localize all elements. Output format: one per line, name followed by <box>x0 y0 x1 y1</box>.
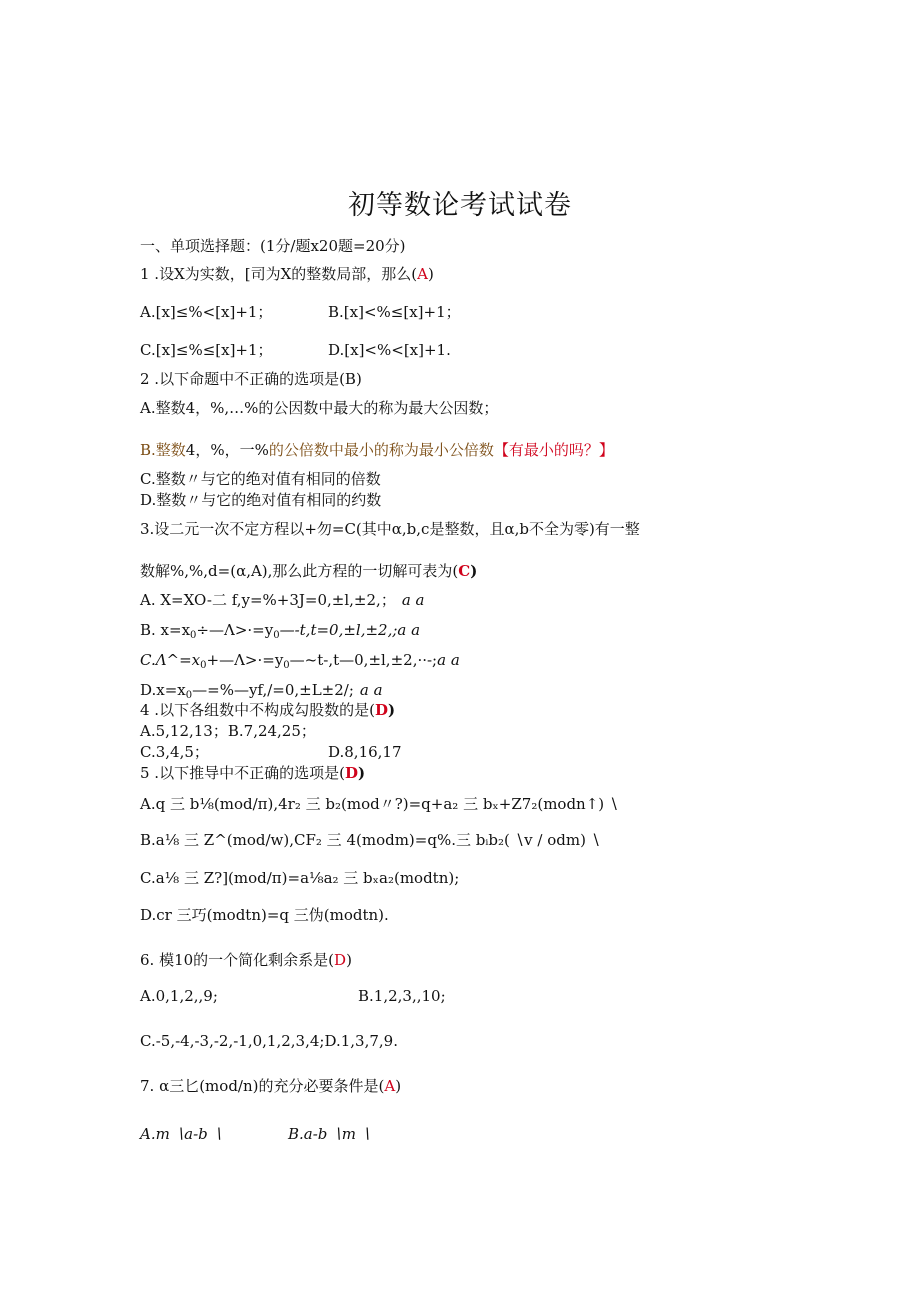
section-heading: 一、单项选择题：(1分/题x20题=20分) <box>140 237 406 255</box>
question-3-answer: C <box>458 562 471 580</box>
q6-option-b: B.1,2,3,,10; <box>358 987 446 1005</box>
q5-option-c: C.a⅛ 三 Z?](mod∕π)=a⅛a₂ 三 bₓa₂(modtn); <box>140 869 460 887</box>
question-7-answer: A <box>384 1077 396 1095</box>
q2-option-d: D.整数〃与它的绝对值有相同的约数 <box>140 491 382 509</box>
q3-option-a: A. X=XO-二 f,y=%+3J=0,±l,±2,； a a <box>140 591 425 609</box>
question-6-answer: D <box>334 951 347 969</box>
question-4: 4 .以下各组数中不构成勾股数的是(D) <box>140 701 396 719</box>
q7-option-b: B.a-b ∖m ∖ <box>288 1125 371 1143</box>
q3-option-d: $D.x=x_0—=\%—yf,∕=0,\pm L\pm 2/$; a a <box>140 681 383 701</box>
q4-options-row-1: A.5,12,13；B.7,24,25； <box>140 722 316 740</box>
q1-option-c: C.[x]≤%≤[x]+1； <box>140 341 273 359</box>
q4-option-c: C.3,4,5； <box>140 743 209 761</box>
question-3-line-2: 数解%,%,d=(α,A),那么此方程的一切解可表为(C) <box>140 562 478 580</box>
question-6: 6. 模10的一个简化剩余系是(D) <box>140 951 352 969</box>
question-4-answer: D <box>374 701 388 719</box>
q2-option-b: B.整数4，%，一%的公倍数中最小的称为最小公倍数【有最小的吗？】 <box>140 441 614 459</box>
question-5: 5 .以下推导中不正确的选项是(D) <box>140 764 366 782</box>
q2-note: 【有最小的吗？】 <box>493 441 614 459</box>
question-1: 1 .设X为实数，[司为X的整数局部，那么(A) <box>140 265 434 283</box>
q2-option-a: A.整数4，%,…%的公因数中最大的称为最大公因数； <box>140 399 499 417</box>
q4-option-d: D.8,16,17 <box>328 743 402 761</box>
question-7: 7. α三匕(mod∕n)的充分必要条件是(A) <box>140 1077 402 1095</box>
q1-option-b: B.[x]<%≤[x]+1； <box>328 303 461 321</box>
page-title: 初等数论考试试卷 <box>348 190 572 221</box>
q6-option-a: A.0,1,2,,9; <box>140 987 218 1005</box>
question-5-answer: D <box>344 764 358 782</box>
q7-option-a: A.m ∖a-b ∖ <box>140 1125 223 1143</box>
q3-option-c: $C.\Lambda\^{}=x_0+—\Lambda>\cdot=y_0—\sim t-,t—0,\pm l,\pm 2,\cdot\cdot-;a$ a <box>140 651 460 671</box>
question-3-line-1: 3.设二元一次不定方程以+勿=C(其中α,b,c是整数，且α,b不全为零)有一整 <box>140 520 640 538</box>
q5-option-b: B.a⅛ 三 Z^(mod∕w),CF₂ 三 4(modm)=q%.三 bᵢb₂( ∖v ∕ odm) ∖ <box>140 831 601 849</box>
q3-option-b: B. $x=x_0\div—\Lambda>\cdot=y_0—-t,t=0,\pm l,\pm 2,;a$ a <box>140 621 421 641</box>
q5-option-a: A.q 三 b⅛(mod∕π),4r₂ 三 b₂(mod〃?)=q+a₂ 三 bₓ+Z7₂(modn↑) ∖ <box>140 795 619 813</box>
question-1-answer: A <box>417 265 428 283</box>
q1-option-d: D.[x]<%<[x]+1. <box>328 341 451 359</box>
q5-option-d: D.cr 三巧(modtn)=q 三伪(modtn). <box>140 906 389 924</box>
question-2: 2 .以下命题中不正确的选项是(B) <box>140 370 362 388</box>
q2-option-c: C.整数〃与它的绝对值有相同的倍数 <box>140 470 381 488</box>
question-1-stem: 1 .设X为实数，[司为X的整数局部，那么( <box>140 265 418 283</box>
q1-option-a: A.[x]≤%<[x]+1； <box>140 303 273 321</box>
q6-options-cd: C.-5,-4,-3,-2,-1,0,1,2,3,4;D.1,3,7,9. <box>140 1032 398 1050</box>
